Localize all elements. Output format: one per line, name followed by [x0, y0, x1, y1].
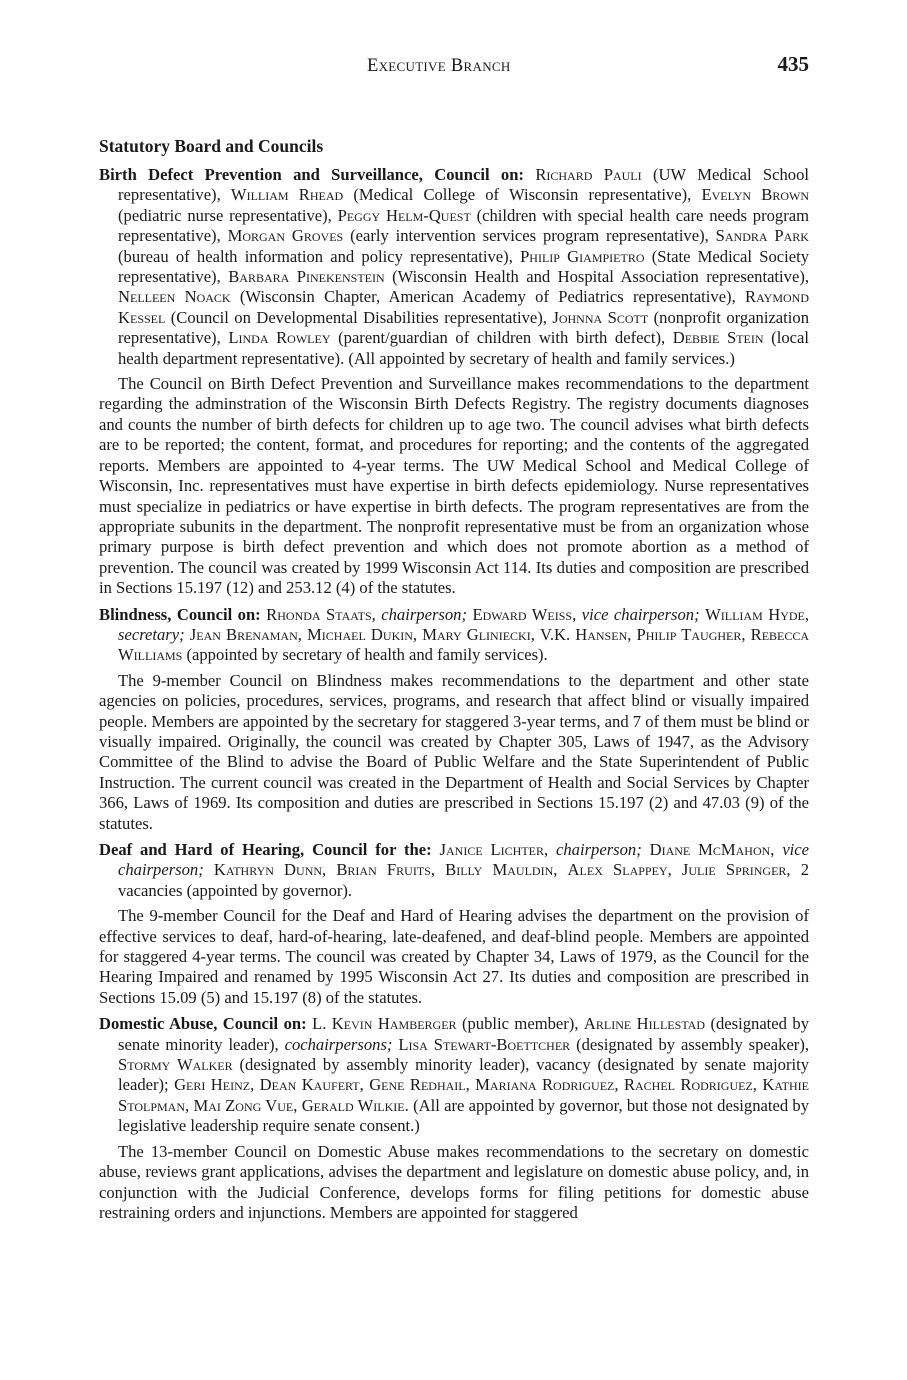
council-description: The 13-member Council on Domestic Abuse makes recommendations to the secretary on domestic abuse, reviews grant applications, advises the department and legislature on domestic abuse policy, and, in conjunction with the Judicial Conference, develops forms for filing petitions for domestic abuse restraining orders and injunctions. Members are appointed for staggered [99, 1141, 809, 1222]
council-entry-birth-defect [99, 165, 809, 369]
council-members: L. Kevin Hamberger (public member), Arline Hillestad (designated by senate minority leader), cochairpersons; Lisa Stewart-Boettcher (designated by assembly speaker), Stormy Walker (designated by assembly minority leader), vacancy (designated by senate majority leader); Geri Heinz, Dean Kaufert, Gene Redhail, Mariana Rodriguez, Rachel Rodriguez, Kathie Stolpman, Mai Zong Vue, Gerald Wilkie. (All are appointed by governor, but those not designated by legislative leadership require senate consent.) [118, 1014, 810, 1136]
council-members: Rhonda Staats, chairperson; Edward Weiss, vice chairperson; William Hyde, secretary; Jean Brenaman, Michael Dukin, Mary Gliniecki, V.K. Hansen, Philip Taugher, Rebecca Williams (appointed by secretary of health and family services). [118, 604, 810, 665]
council-title: Blindness, Council on: [99, 604, 261, 624]
council-description: The 9-member Council on Blindness makes recommendations to the department and other state agencies on policies, procedures, services, programs, and research that affect blind or visually impaired people. Members are appointed by the secretary for staggered 3-year terms, and 7 of them must be blind or visually impaired. Originally, the council was created by Chapter 305, Laws of 1947, as the Advisory Committee of the Blind to advise the Board of Public Welfare and the State Superintendent of Public Instruction. The current council was created in the Department of Health and Social Services by Chapter 366, Laws of 1969. Its composition and duties are prescribed in Sections 15.197 (2) and 47.03 (9) of the statutes. [99, 670, 809, 833]
document-body [99, 165, 809, 1229]
section-heading: Statutory Board and Councils [99, 136, 324, 156]
council-entry-domestic-abuse [99, 1014, 809, 1136]
running-header [99, 52, 809, 82]
council-members: Richard Pauli (UW Medical School representative), William Rhead (Medical College of Wisconsin representative), Evelyn Brown (pediatric nurse representative), Peggy Helm-Quest (children with special health care needs program representative), Morgan Groves (early intervention services program representative), Sandra Park (bureau of health information and policy representative), Philip Giampietro (State Medical Society representative), Barbara Pinekenstein (Wisconsin Health and Hospital Association representative), Nelleen Noack (Wisconsin Chapter, American Academy of Pediatrics representative), Raymond Kessel (Council on Developmental Disabilities representative), Johnna Scott (nonprofit organization representative), Linda Rowley (parent/guardian of children with birth defect), Debbie Stein (local health department representative). (All appointed by secretary of health and family services.) [118, 165, 810, 368]
council-entry-blindness [99, 605, 809, 666]
page-number: 435 [777, 52, 809, 76]
council-entry-deaf [99, 840, 809, 901]
council-members: Janice Lichter, chairperson; Diane McMahon, vice chairperson; Kathryn Dunn, Brian Fruits, Billy Mauldin, Alex Slappey, Julie Springer, 2 vacancies (appointed by governor). [118, 840, 810, 900]
council-title: Birth Defect Prevention and Surveillance, Council on: [99, 165, 524, 184]
council-title: Domestic Abuse, Council on: [99, 1014, 307, 1034]
header-title: Executive Branch [367, 56, 511, 76]
council-title: Deaf and Hard of Hearing, Council for the: [99, 840, 432, 859]
council-description: The 9-member Council for the Deaf and Hard of Hearing advises the department on the provision of effective services to deaf, hard-of-hearing, late-deafened, and deaf-blind people. Members are appointed for staggered 4-year terms. The council was created by Chapter 34, Laws of 1979, as the Council for the Hearing Impaired and renamed by 1995 Wisconsin Act 27. Its duties and composition are prescribed in Sections 15.09 (5) and 15.197 (8) of the statutes. [99, 906, 809, 1007]
council-description: The Council on Birth Defect Prevention and Surveillance makes recommendations to the department regarding the adminstration of the Wisconsin Birth Defects Registry. The registry documents diagnoses and counts the number of birth defects for children up to age two. The council advises what birth defects are to be reported; the content, format, and procedures for reporting; and the contents of the aggregated reports. Members are appointed to 4-year terms. The UW Medical School and Medical College of Wisconsin, Inc. representatives must have expertise in birth defects epidemiology. Nurse representatives must specialize in pediatrics or have expertise in birth defects. The program representatives are from the appropriate subunits in the department. The nonprofit representative must be from an organization whose primary purpose is birth defect prevention and which does not promote abortion as a method of prevention. The council was created by 1999 Wisconsin Act 114. Its duties and composition are prescribed in Sections 15.197 (12) and 253.12 (4) of the statutes. [99, 374, 809, 598]
